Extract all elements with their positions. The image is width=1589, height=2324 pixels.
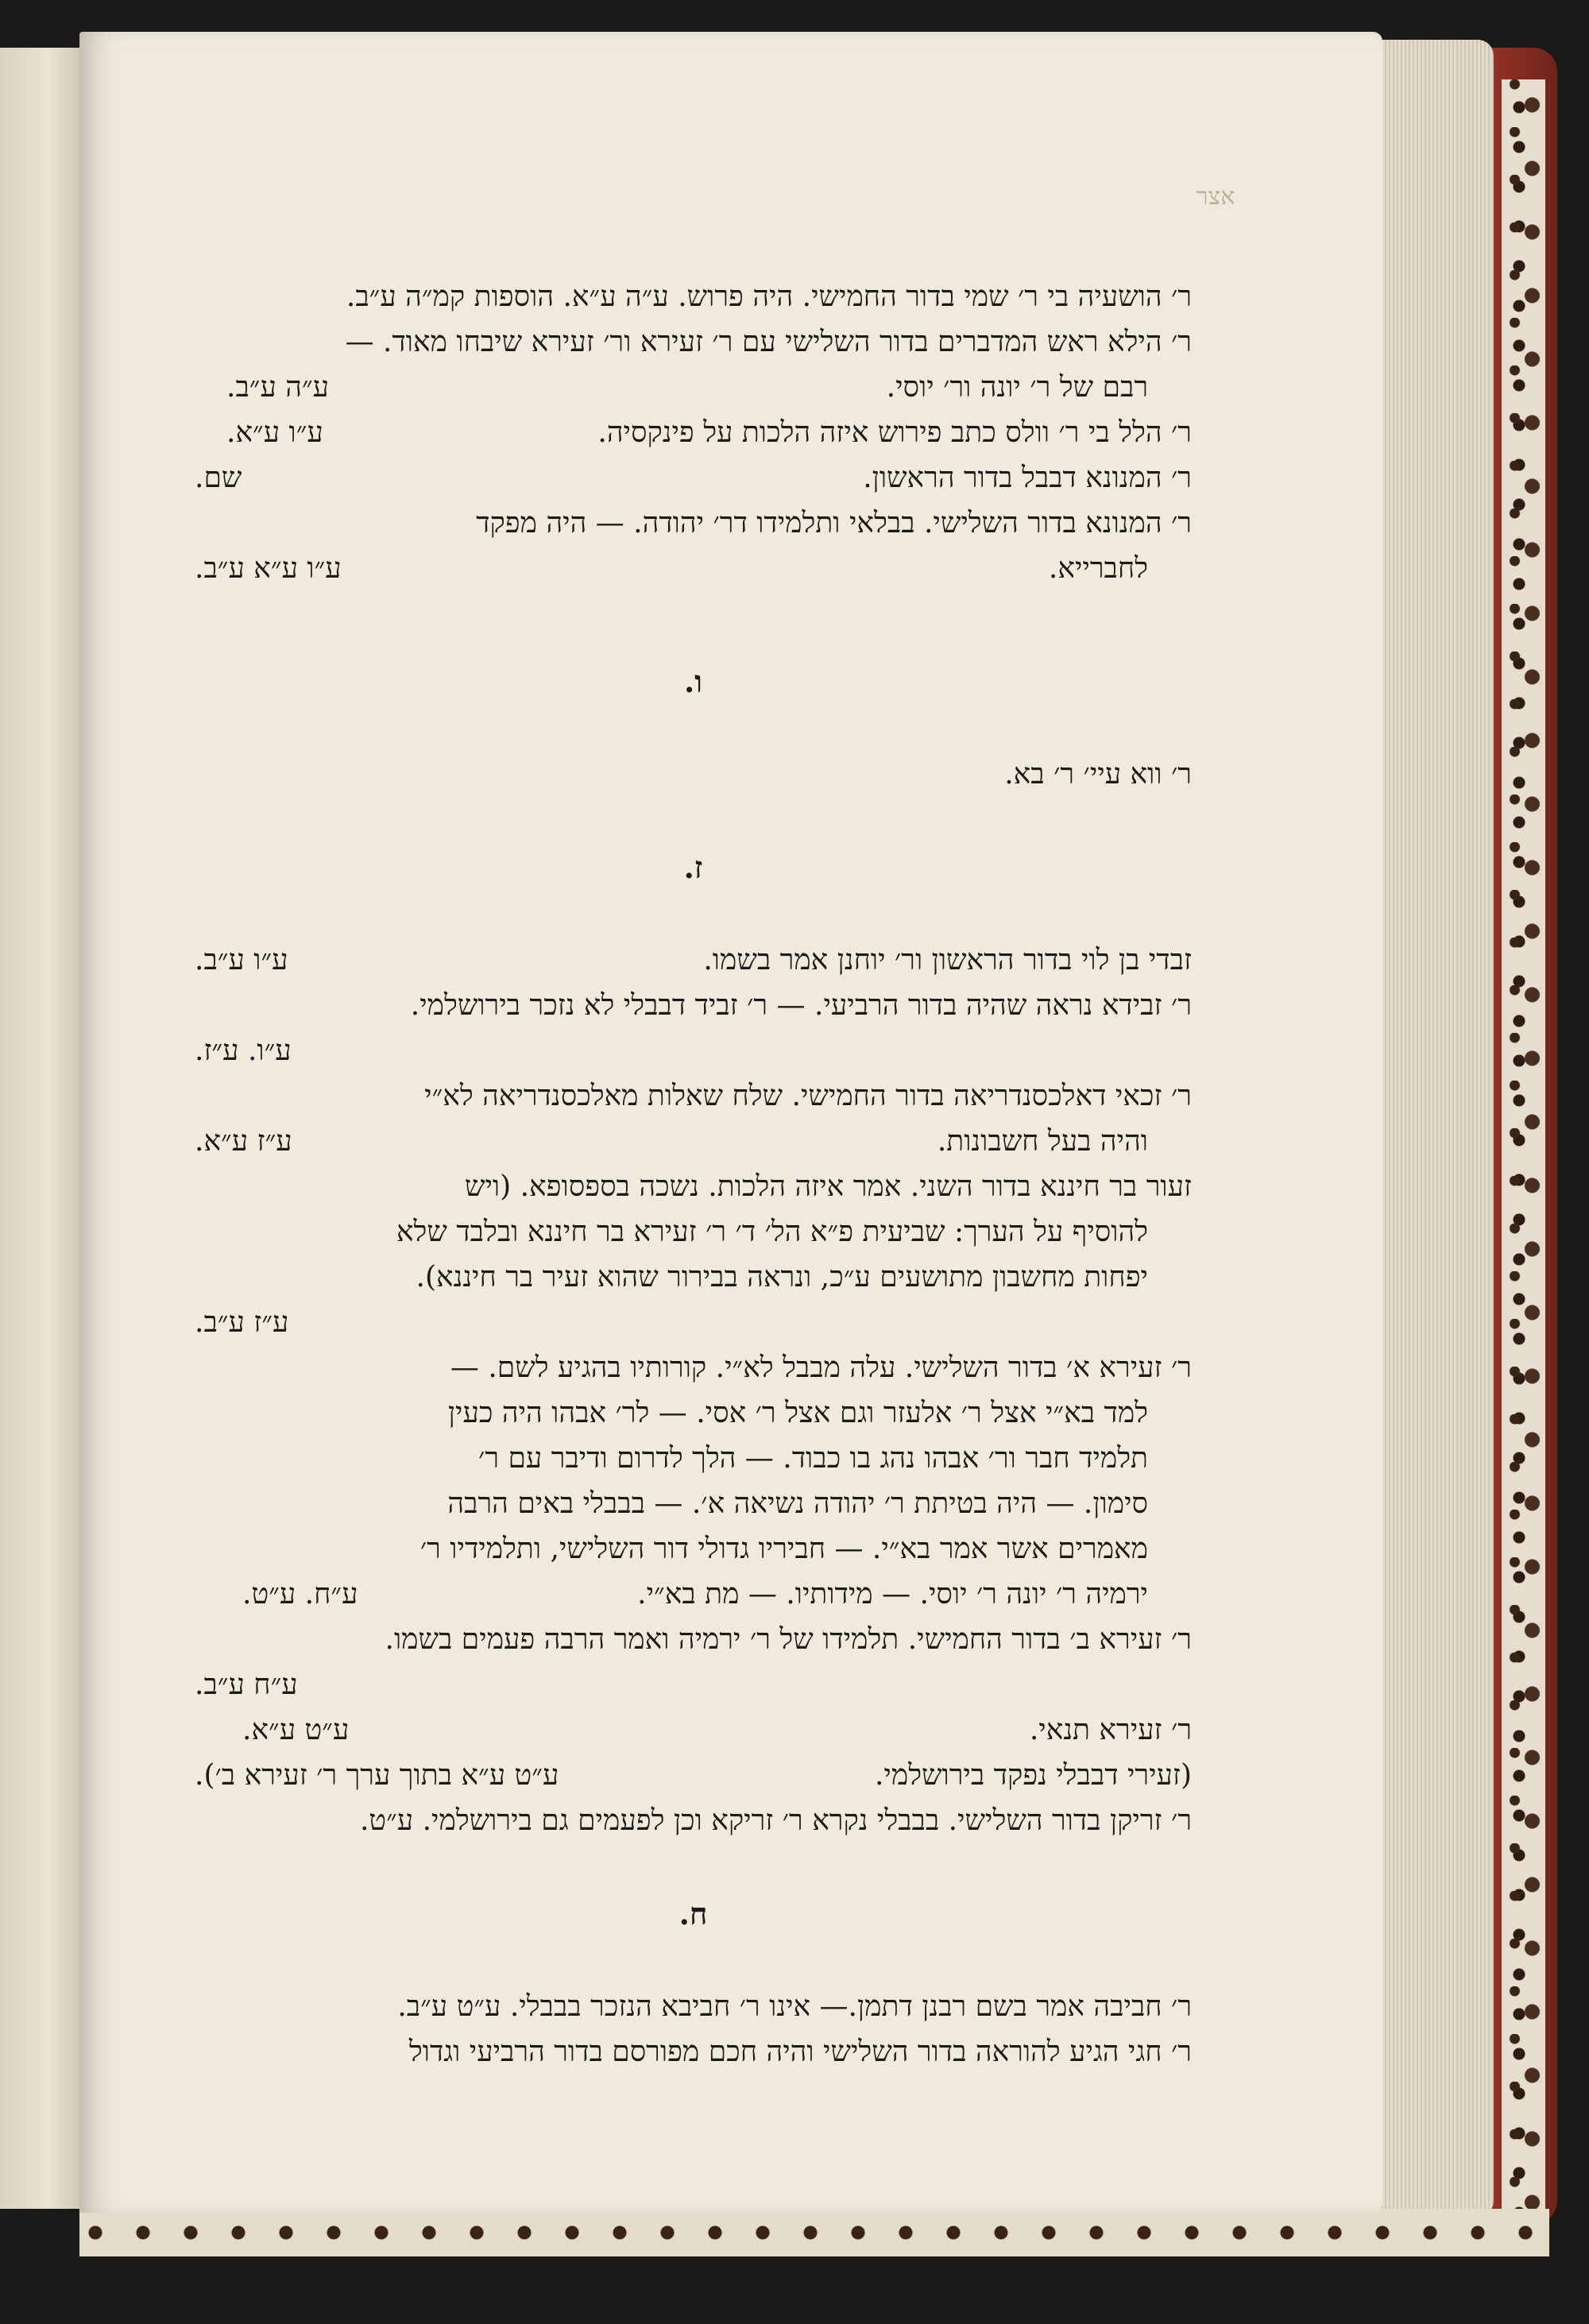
text-line: ר׳ זעירא ב׳ בדור החמישי. תלמידו של ר׳ ירמיה ואמר הרבה פעמים בשמו. <box>385 1623 1192 1656</box>
text-line: ר׳ חגי הגיע להוראה בדור השלישי והיה חכם מפורסם בדור הרביעי וגדול <box>408 2036 1192 2068</box>
text-line: לחברייא. ע״ו ע״א ע״ב. <box>195 546 1192 591</box>
reference: ע״ט ע״א. <box>242 1714 350 1746</box>
text-line: יפחות מחשבון מתושעים ע״כ, ונראה בבירור שהוא זעיר בר חיננא). <box>416 1261 1148 1293</box>
page-stack <box>1374 40 1494 2217</box>
text-line: ר׳ זעירא תנאי. ע״ט ע״א. <box>195 1707 1192 1753</box>
text-line: ירמיה ר׳ יונה ר׳ יוסי. — מידותיו. — מת בא״י. ע״ח. ע״ט. <box>195 1572 1192 1617</box>
reference: ע״ו ע״א. <box>226 416 323 449</box>
bottom-marbled-edge <box>79 2209 1549 2256</box>
text-line: ר׳ זריקן בדור השלישי. בבבלי נקרא ר׳ זריקא וכן לפעמים גם בירושלמי. ע״ט. <box>359 1804 1192 1837</box>
text-line <box>195 1028 1192 1073</box>
text-line <box>195 1300 1192 1345</box>
text-line: רבם של ר׳ יונה ור׳ יוסי. ע״ה ע״ב. <box>195 365 1192 410</box>
text-line <box>195 1662 1192 1707</box>
text-line: ר׳ הילא ראש המדברים בדור השלישי עם ר׳ זעירא ור׳ זעירא שיבחו מאוד. — <box>345 326 1192 358</box>
text-line: ר׳ חביבה אמר בשם רבנן דתמן.— אינו ר׳ חביבא הנזכר בבבלי. ע״ט ע״ב. <box>397 1990 1192 2023</box>
text-line: ר׳ הלל בי ר׳ וולס כתב פירוש איזה הלכות על פינקסיה. ע״ו ע״א. <box>195 410 1192 455</box>
section-heading: ז. <box>683 849 703 885</box>
reference: ע״ו ע״א ע״ב. <box>195 552 342 585</box>
text-line: ר׳ זעירא א׳ בדור השלישי. עלה מבבל לא״י. קורותיו בהגיע לשם. — <box>450 1351 1192 1384</box>
reference: ע״ו. ע״ז. <box>195 1034 292 1067</box>
reference: ע״ח. ע״ט. <box>242 1578 358 1611</box>
reference: ע״ט ע״א בתוך ערך ר׳ זעירא ב׳). <box>195 1759 559 1792</box>
reference: ע״ו ע״ב. <box>195 944 288 976</box>
page-text <box>195 274 1192 2075</box>
text-line: ר׳ הושעיה בי ר׳ שמי בדור החמישי. היה פרוש. ע״ה ע״א. הוספות קמ״ה ע״ב. <box>346 280 1192 313</box>
reference: ע״ח ע״ב. <box>195 1669 298 1701</box>
text-line: למד בא״י אצל ר׳ אלעזר וגם אצל ר׳ אסי. — לר׳ אבהו היה כעין <box>447 1397 1148 1429</box>
text-line: מאמרים אשר אמר בא״י. — חביריו גדולי דור השלישי, ותלמידיו ר׳ <box>419 1533 1148 1565</box>
page-number: אצר <box>1196 183 1235 211</box>
reference: ע״ז ע״ב. <box>195 1306 289 1339</box>
text-line: (זעירי דבבלי נפקד בירושלמי. ע״ט ע״א בתוך ערך ר׳ זעירא ב׳). <box>195 1753 1192 1798</box>
text-line: ר׳ ווא עיי׳ ר׳ בא. <box>1004 758 1192 791</box>
text-line: והיה בעל חשבונות. ע״ז ע״א. <box>195 1119 1192 1164</box>
text-line: סימון. — היה בטיתת ר׳ יהודה נשיאה א׳. — בבבלי באים הרבה <box>447 1487 1148 1520</box>
reference: ע״ה ע״ב. <box>226 371 330 404</box>
reference: שם. <box>195 462 242 494</box>
text-line: ר׳ זבידא נראה שהיה בדור הרביעי. — ר׳ זביד דבבלי לא נזכר בירושלמי. <box>410 989 1192 1022</box>
text-line: זעור בר חיננא בדור השני. אמר איזה הלכות. נשכה בספסופא. (ויש <box>464 1170 1192 1203</box>
left-page <box>0 48 82 2209</box>
section-heading: ו. <box>684 663 702 699</box>
section-heading: ח. <box>679 1896 708 1932</box>
text-line: זבדי בן לוי בדור הראשון ור׳ יוחנן אמר בשמו. ע״ו ע״ב. <box>195 938 1192 983</box>
text-line: תלמיד חבר ור׳ אבהו נהג בו כבוד. — הלך לדרום ודיבר עם ר׳ <box>478 1442 1148 1475</box>
reference: ע״ז ע״א. <box>195 1125 292 1158</box>
marbled-edge <box>1502 79 1545 2209</box>
text-line: להוסיף על הערך: שביעית פ״א הל׳ ד׳ ר׳ זעירא בר חיננא ובלבד שלא <box>396 1216 1148 1248</box>
text-line: ר׳ המנונא בדור השלישי. בבלאי ותלמידו דר׳ יהודה. — היה מפקד <box>476 507 1192 539</box>
text-line: ר׳ המנונא דבבל בדור הראשון. שם. <box>195 455 1192 501</box>
text-line: ר׳ זכאי דאלכסנדריאה בדור החמישי. שלח שאלות מאלכסנדריאה לא״י <box>424 1080 1192 1112</box>
